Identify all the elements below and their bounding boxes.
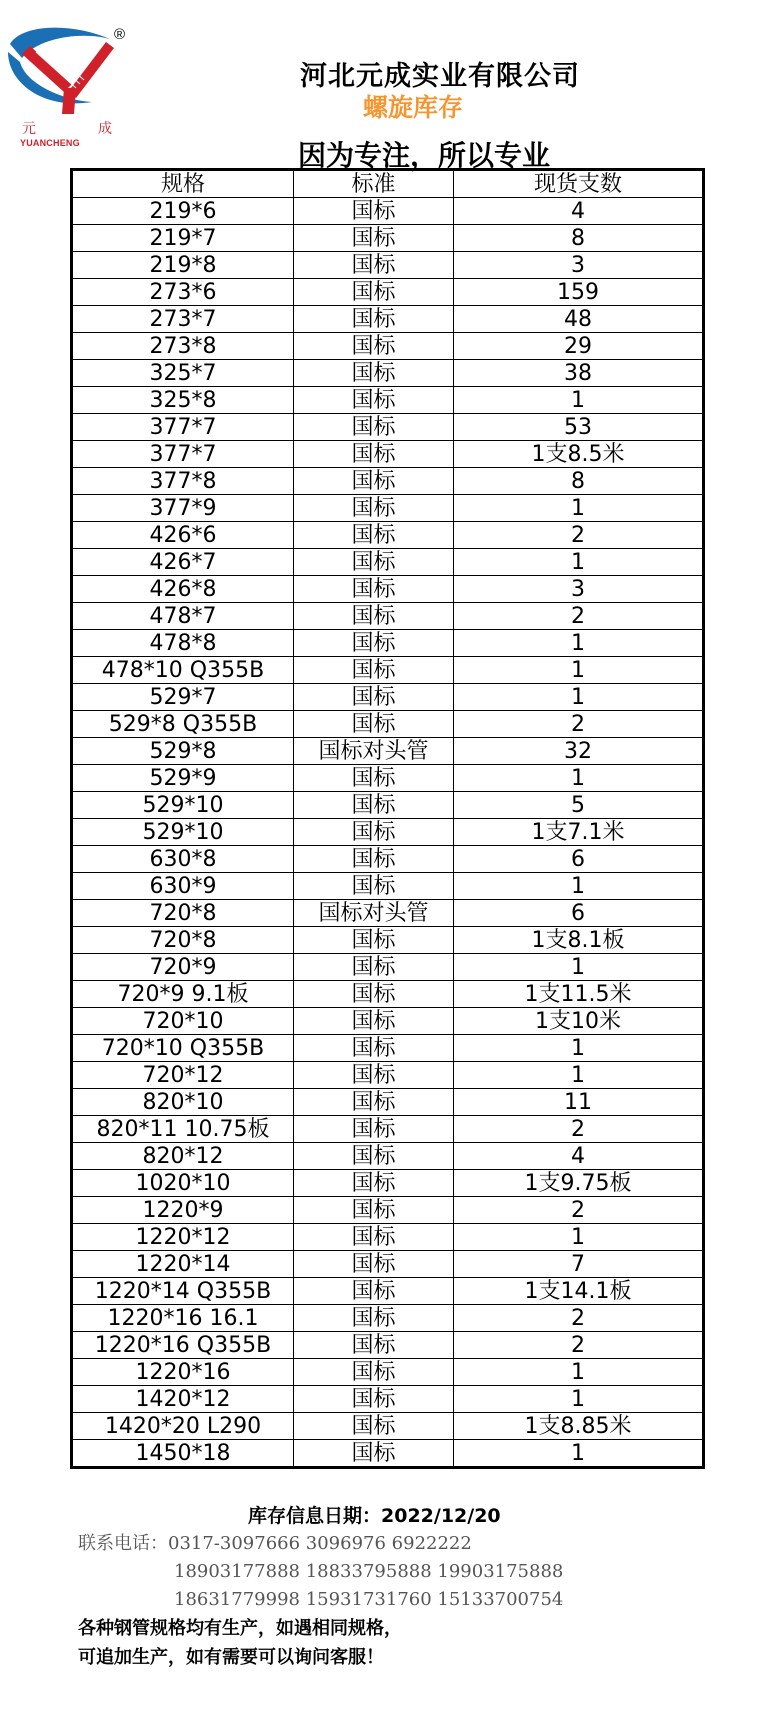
table-row (72, 603, 704, 630)
cell-standard: 国标 (294, 1170, 454, 1197)
column-header-standard: 标准 (294, 170, 454, 198)
cell-spec: 529*9 (72, 765, 294, 792)
cell-spec: 630*9 (72, 873, 294, 900)
note-line-1: 各种钢管规格均有生产，如遇相同规格， (78, 1618, 402, 1639)
table-row (72, 1278, 704, 1305)
cell-quantity: 1支7.1米 (454, 819, 704, 846)
cell-standard: 国标 (294, 846, 454, 873)
table-row (72, 954, 704, 981)
logo-cn-text (22, 118, 112, 138)
stock-table (70, 168, 705, 1469)
cell-quantity: 2 (454, 603, 704, 630)
cell-quantity: 1 (454, 873, 704, 900)
cell-standard: 国标 (294, 873, 454, 900)
cell-quantity: 1 (454, 954, 704, 981)
cell-quantity: 1 (454, 1359, 704, 1386)
cell-standard: 国标 (294, 1386, 454, 1413)
cell-spec: 377*8 (72, 468, 294, 495)
table-body (72, 198, 704, 1468)
cell-spec: 1220*9 (72, 1197, 294, 1224)
column-header-spec: 规格 (72, 170, 294, 198)
cell-spec: 1420*12 (72, 1386, 294, 1413)
cell-standard: 国标 (294, 1224, 454, 1251)
cell-spec: 529*10 (72, 792, 294, 819)
table-row (72, 306, 704, 333)
cell-standard: 国标 (294, 1035, 454, 1062)
cell-quantity: 5 (454, 792, 704, 819)
cell-quantity: 2 (454, 711, 704, 738)
table-row (72, 495, 704, 522)
table-row (72, 630, 704, 657)
cell-quantity: 2 (454, 522, 704, 549)
registered-mark: ® (114, 26, 126, 43)
cell-spec: 529*7 (72, 684, 294, 711)
table-header-row (72, 170, 704, 198)
cell-spec: 630*8 (72, 846, 294, 873)
table-row (72, 711, 704, 738)
cell-standard: 国标 (294, 765, 454, 792)
cell-spec: 720*10 Q355B (72, 1035, 294, 1062)
table-row (72, 1332, 704, 1359)
cell-quantity: 8 (454, 468, 704, 495)
cell-quantity: 1 (454, 684, 704, 711)
cell-spec: 1220*16 16.1 (72, 1305, 294, 1332)
cell-quantity: 32 (454, 738, 704, 765)
cell-standard: 国标 (294, 657, 454, 684)
cell-quantity: 2 (454, 1116, 704, 1143)
cell-spec: 377*9 (72, 495, 294, 522)
table-row (72, 1089, 704, 1116)
cell-spec: 426*6 (72, 522, 294, 549)
cell-spec: 720*8 (72, 927, 294, 954)
cell-quantity: 159 (454, 279, 704, 306)
cell-quantity: 1支8.1板 (454, 927, 704, 954)
cell-spec: 820*11 10.75板 (72, 1116, 294, 1143)
table-row (72, 549, 704, 576)
cell-standard: 国标 (294, 1359, 454, 1386)
cell-spec: 273*6 (72, 279, 294, 306)
cell-standard: 国标 (294, 333, 454, 360)
yuancheng-logo-icon (2, 22, 122, 122)
cell-quantity: 1 (454, 1386, 704, 1413)
table-row (72, 981, 704, 1008)
cell-standard: 国标对头管 (294, 738, 454, 765)
cell-spec: 1420*20 L290 (72, 1413, 294, 1440)
table-row (72, 225, 704, 252)
slogan: 因为专注，所以专业 (298, 139, 551, 172)
table-row (72, 1224, 704, 1251)
cell-standard: 国标 (294, 603, 454, 630)
cell-quantity: 1 (454, 1440, 704, 1468)
cell-spec: 720*12 (72, 1062, 294, 1089)
logo-en-text: YUANCHENG (20, 138, 80, 148)
table-row (72, 846, 704, 873)
cell-spec: 529*8 (72, 738, 294, 765)
table-row (72, 414, 704, 441)
table-row (72, 387, 704, 414)
table-row (72, 1359, 704, 1386)
page-subtitle: 螺旋库存 (363, 93, 464, 122)
table-row (72, 927, 704, 954)
cell-spec: 219*8 (72, 252, 294, 279)
cell-quantity: 1 (454, 1062, 704, 1089)
cell-standard: 国标 (294, 522, 454, 549)
cell-spec: 720*9 (72, 954, 294, 981)
table-row (72, 1143, 704, 1170)
table-row (72, 252, 704, 279)
cell-quantity: 6 (454, 900, 704, 927)
cell-spec: 1220*16 (72, 1359, 294, 1386)
table-row (72, 1008, 704, 1035)
cell-quantity: 1 (454, 1224, 704, 1251)
cell-quantity: 1支10米 (454, 1008, 704, 1035)
cell-standard: 国标 (294, 1116, 454, 1143)
cell-spec: 377*7 (72, 441, 294, 468)
cell-spec: 273*8 (72, 333, 294, 360)
cell-quantity: 4 (454, 198, 704, 225)
cell-standard: 国标 (294, 1143, 454, 1170)
cell-spec: 1450*18 (72, 1440, 294, 1468)
cell-spec: 1220*14 (72, 1251, 294, 1278)
cell-spec: 820*10 (72, 1089, 294, 1116)
cell-spec: 377*7 (72, 414, 294, 441)
cell-quantity: 1支11.5米 (454, 981, 704, 1008)
cell-quantity: 2 (454, 1197, 704, 1224)
cell-quantity: 6 (454, 846, 704, 873)
cell-spec: 426*7 (72, 549, 294, 576)
table-row (72, 1386, 704, 1413)
cell-spec: 219*7 (72, 225, 294, 252)
table-row (72, 360, 704, 387)
cell-standard: 国标 (294, 1089, 454, 1116)
table-row (72, 279, 704, 306)
contact-line-2: 18903177888 18833795888 19903175888 (174, 1561, 564, 1582)
production-note (78, 1614, 402, 1672)
cell-spec: 426*8 (72, 576, 294, 603)
cell-quantity: 1 (454, 495, 704, 522)
cell-spec: 720*9 9.1板 (72, 981, 294, 1008)
cell-quantity: 1支8.5米 (454, 441, 704, 468)
table-row (72, 657, 704, 684)
cell-standard: 国标 (294, 441, 454, 468)
cell-quantity: 53 (454, 414, 704, 441)
table-row (72, 1170, 704, 1197)
cell-quantity: 1 (454, 657, 704, 684)
cell-spec: 529*8 Q355B (72, 711, 294, 738)
cell-spec: 1220*14 Q355B (72, 1278, 294, 1305)
inventory-date: 库存信息日期：2022/12/20 (248, 1505, 501, 1527)
table-row (72, 900, 704, 927)
cell-quantity: 29 (454, 333, 704, 360)
table-row (72, 1197, 704, 1224)
cell-standard: 国标对头管 (294, 900, 454, 927)
cell-spec: 1020*10 (72, 1170, 294, 1197)
cell-quantity: 1 (454, 387, 704, 414)
cell-standard: 国标 (294, 495, 454, 522)
cell-spec: 325*8 (72, 387, 294, 414)
table-row (72, 576, 704, 603)
cell-standard: 国标 (294, 306, 454, 333)
table-row (72, 765, 704, 792)
cell-spec: 273*7 (72, 306, 294, 333)
cell-spec: 478*7 (72, 603, 294, 630)
cell-standard: 国标 (294, 225, 454, 252)
table-row (72, 1035, 704, 1062)
cell-spec: 478*8 (72, 630, 294, 657)
cell-quantity: 2 (454, 1305, 704, 1332)
cell-standard: 国标 (294, 630, 454, 657)
company-name: 河北元成实业有限公司 (300, 61, 580, 92)
table-row (72, 333, 704, 360)
cell-standard: 国标 (294, 1251, 454, 1278)
table-row (72, 441, 704, 468)
cell-quantity: 1支14.1板 (454, 1278, 704, 1305)
cell-standard: 国标 (294, 1197, 454, 1224)
cell-standard: 国标 (294, 954, 454, 981)
cell-quantity: 1 (454, 1035, 704, 1062)
cell-standard: 国标 (294, 711, 454, 738)
table-row (72, 738, 704, 765)
table-row (72, 819, 704, 846)
table-row (72, 1116, 704, 1143)
cell-quantity: 1支8.85米 (454, 1413, 704, 1440)
cell-standard: 国标 (294, 468, 454, 495)
cell-quantity: 3 (454, 252, 704, 279)
cell-standard: 国标 (294, 1332, 454, 1359)
logo-cn-left: 元 (22, 121, 36, 137)
cell-spec: 1220*12 (72, 1224, 294, 1251)
cell-quantity: 38 (454, 360, 704, 387)
cell-standard: 国标 (294, 792, 454, 819)
cell-spec: 529*10 (72, 819, 294, 846)
table-row (72, 792, 704, 819)
cell-standard: 国标 (294, 1413, 454, 1440)
cell-standard: 国标 (294, 1305, 454, 1332)
cell-spec: 720*8 (72, 900, 294, 927)
contact-line-3: 18631779998 15931731760 15133700754 (174, 1589, 564, 1610)
cell-quantity: 3 (454, 576, 704, 603)
logo-cn-right: 成 (98, 121, 112, 137)
cell-standard: 国标 (294, 1278, 454, 1305)
cell-quantity: 4 (454, 1143, 704, 1170)
cell-standard: 国标 (294, 198, 454, 225)
note-line-2: 可追加生产，如有需要可以询问客服！ (78, 1647, 384, 1668)
cell-spec: 720*10 (72, 1008, 294, 1035)
cell-spec: 478*10 Q355B (72, 657, 294, 684)
cell-standard: 国标 (294, 414, 454, 441)
contact-line-1: 联系电话：0317-3097666 3096976 6922222 (78, 1533, 472, 1554)
cell-standard: 国标 (294, 549, 454, 576)
cell-standard: 国标 (294, 819, 454, 846)
cell-spec: 219*6 (72, 198, 294, 225)
cell-standard: 国标 (294, 981, 454, 1008)
column-header-quantity: 现货支数 (454, 170, 704, 198)
cell-quantity: 11 (454, 1089, 704, 1116)
cell-standard: 国标 (294, 387, 454, 414)
table-row (72, 684, 704, 711)
cell-quantity: 2 (454, 1332, 704, 1359)
table-row (72, 1062, 704, 1089)
table-row (72, 468, 704, 495)
cell-standard: 国标 (294, 360, 454, 387)
table-row (72, 1413, 704, 1440)
table-row (72, 873, 704, 900)
cell-quantity: 1 (454, 630, 704, 657)
contact-info (78, 1530, 563, 1614)
cell-quantity: 1 (454, 765, 704, 792)
table-row (72, 1251, 704, 1278)
cell-standard: 国标 (294, 1008, 454, 1035)
cell-standard: 国标 (294, 576, 454, 603)
table-row (72, 1440, 704, 1468)
table-row (72, 522, 704, 549)
cell-spec: 1220*16 Q355B (72, 1332, 294, 1359)
table-row (72, 198, 704, 225)
cell-spec: 325*7 (72, 360, 294, 387)
cell-standard: 国标 (294, 1062, 454, 1089)
cell-standard: 国标 (294, 684, 454, 711)
cell-quantity: 7 (454, 1251, 704, 1278)
cell-quantity: 1支9.75板 (454, 1170, 704, 1197)
table-row (72, 1305, 704, 1332)
cell-standard: 国标 (294, 1440, 454, 1468)
cell-quantity: 8 (454, 225, 704, 252)
cell-standard: 国标 (294, 252, 454, 279)
cell-standard: 国标 (294, 279, 454, 306)
cell-quantity: 1 (454, 549, 704, 576)
cell-standard: 国标 (294, 927, 454, 954)
cell-spec: 820*12 (72, 1143, 294, 1170)
cell-quantity: 48 (454, 306, 704, 333)
